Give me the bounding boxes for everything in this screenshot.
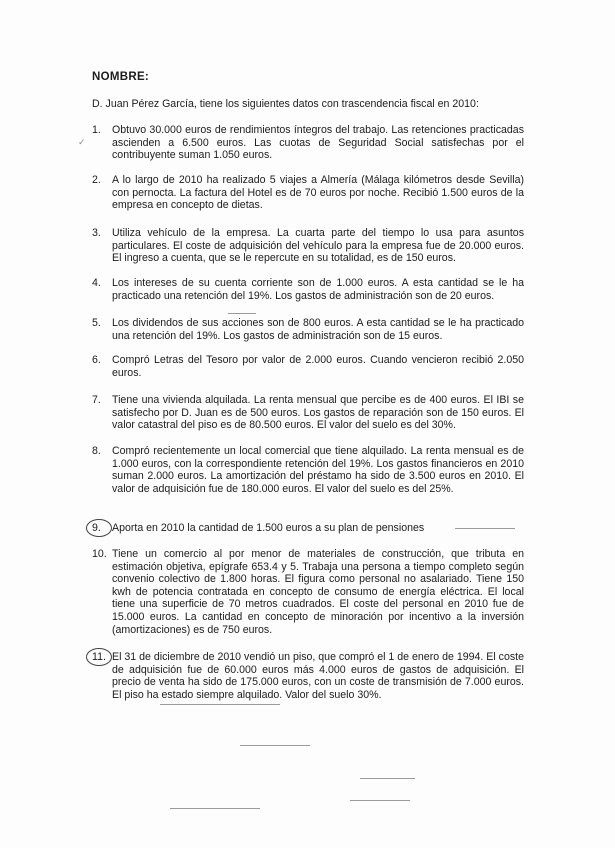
item-number: 2. bbox=[92, 174, 101, 186]
item-text: Tiene un comercio al por menor de materiales de construcción, que tributa en estimación objetiva, epígrafe 653.4 y 5. Trabaja una persona a tiempo completo según convenio colectivo de 1.800 horas. El figura como personal no asalariado. Tiene 150 kwh de potencia contratada en concepto de consumo de energía eléctrica. El local tiene una superficie de 70 metros cuadrados. El coste del personal en 2010 fue de 15.000 euros. La cantidad en concepto de minoración por incentivo a la inversión (amortizaciones) es de 750 euros. bbox=[112, 548, 524, 636]
list-item bbox=[92, 445, 524, 495]
list-item bbox=[92, 227, 524, 265]
item-number: 9. bbox=[92, 522, 101, 534]
name-label: NOMBRE: bbox=[92, 71, 150, 83]
item-text: A lo largo de 2010 ha realizado 5 viajes a Almería (Málaga kilómetros desde Sevilla) con pernocta. La factura del Hotel es de 70 euros por noche. Recibió 1.500 euros de la empresa en concepto de dietas. bbox=[112, 174, 524, 212]
check-mark-icon: ✓ bbox=[78, 138, 86, 148]
item-number: 3. bbox=[92, 227, 101, 239]
list-item bbox=[92, 354, 524, 379]
item-number: 5. bbox=[92, 317, 101, 329]
item-text: El 31 de diciembre de 2010 vendió un piso, que compró el 1 de enero de 1994. El coste de adquisición fue de 60.000 euros más 4.000 euros de gastos de adquisición. El precio de venta ha sido de 175.000 euros, con un coste de transmisión de 7.000 euros. El piso ha estado siempre alquilado. Valor del suelo 30%. bbox=[112, 651, 524, 701]
item-text: Tiene una vivienda alquilada. La renta mensual que percibe es de 400 euros. El IBI se satisfecho por D. Juan es de 500 euros. Los gastos de reparación son de 150 euros. El valor catastral del piso es de 80.500 euros. El valor del suelo es del 30%. bbox=[112, 394, 524, 432]
circle-mark bbox=[86, 519, 112, 537]
pencil-stroke bbox=[160, 704, 280, 705]
item-text: Aporta en 2010 la cantidad de 1.500 euros a su plan de pensiones bbox=[112, 522, 425, 534]
item-text: Compró Letras del Tesoro por valor de 2.000 euros. Cuando vencieron recibió 2.050 euros. bbox=[112, 354, 524, 379]
pencil-stroke bbox=[228, 313, 256, 314]
item-text: Los dividendos de sus acciones son de 800 euros. A esta cantidad se le ha practicado una retención del 19%. Los gastos de administración son de 15 euros. bbox=[112, 317, 524, 342]
pencil-stroke bbox=[350, 800, 410, 801]
pencil-stroke bbox=[170, 808, 260, 809]
item-number: 7. bbox=[92, 394, 101, 406]
list-item bbox=[92, 651, 524, 701]
item-text: Obtuvo 30.000 euros de rendimientos íntegros del trabajo. Las retenciones practicadas ascienden a 6.500 euros. Las cuotas de Seguridad Social satisfechas por el contribuyente suman 1.050 euros. bbox=[112, 124, 524, 162]
item-number: 8. bbox=[92, 445, 101, 457]
list-item bbox=[92, 394, 524, 432]
list-item bbox=[92, 124, 524, 162]
pencil-stroke bbox=[455, 528, 515, 529]
item-text: Compró recientemente un local comercial que tiene alquilado. La renta mensual es de 1.000 euros, con la correspondiente retención del 19%. Los gastos financieros en 2010 suman 2.000 euros. La amortización del préstamo ha sido de 3.500 euros en 2010. El valor de adquisición fue de 180.000 euros. El valor del suelo es del 25%. bbox=[112, 445, 524, 495]
list-item bbox=[92, 548, 524, 636]
item-number: 6. bbox=[92, 354, 101, 366]
item-number: 4. bbox=[92, 277, 101, 289]
item-text: Los intereses de su cuenta corriente son de 1.000 euros. A esta cantidad se le ha practicado una retención del 19%. Los gastos de administración son de 20 euros. bbox=[112, 277, 524, 302]
list-item bbox=[92, 277, 524, 302]
item-text: Utiliza vehículo de la empresa. La cuarta parte del tiempo lo usa para asuntos particulares. El coste de adquisición del vehículo para la empresa fue de 20.000 euros. El ingreso a cuenta, que se le repercute en su totalidad, es de 150 euros. bbox=[112, 227, 524, 265]
intro-paragraph: D. Juan Pérez García, tiene los siguientes datos con trascendencia fiscal en 2010: bbox=[92, 98, 479, 110]
item-number: 10. bbox=[92, 548, 107, 560]
circle-mark bbox=[86, 648, 112, 666]
item-number: 1. bbox=[92, 124, 101, 136]
pencil-stroke bbox=[360, 778, 415, 779]
list-item bbox=[92, 174, 524, 212]
pencil-stroke bbox=[240, 745, 310, 746]
item-number: 11. bbox=[92, 651, 106, 663]
list-item bbox=[92, 317, 524, 342]
